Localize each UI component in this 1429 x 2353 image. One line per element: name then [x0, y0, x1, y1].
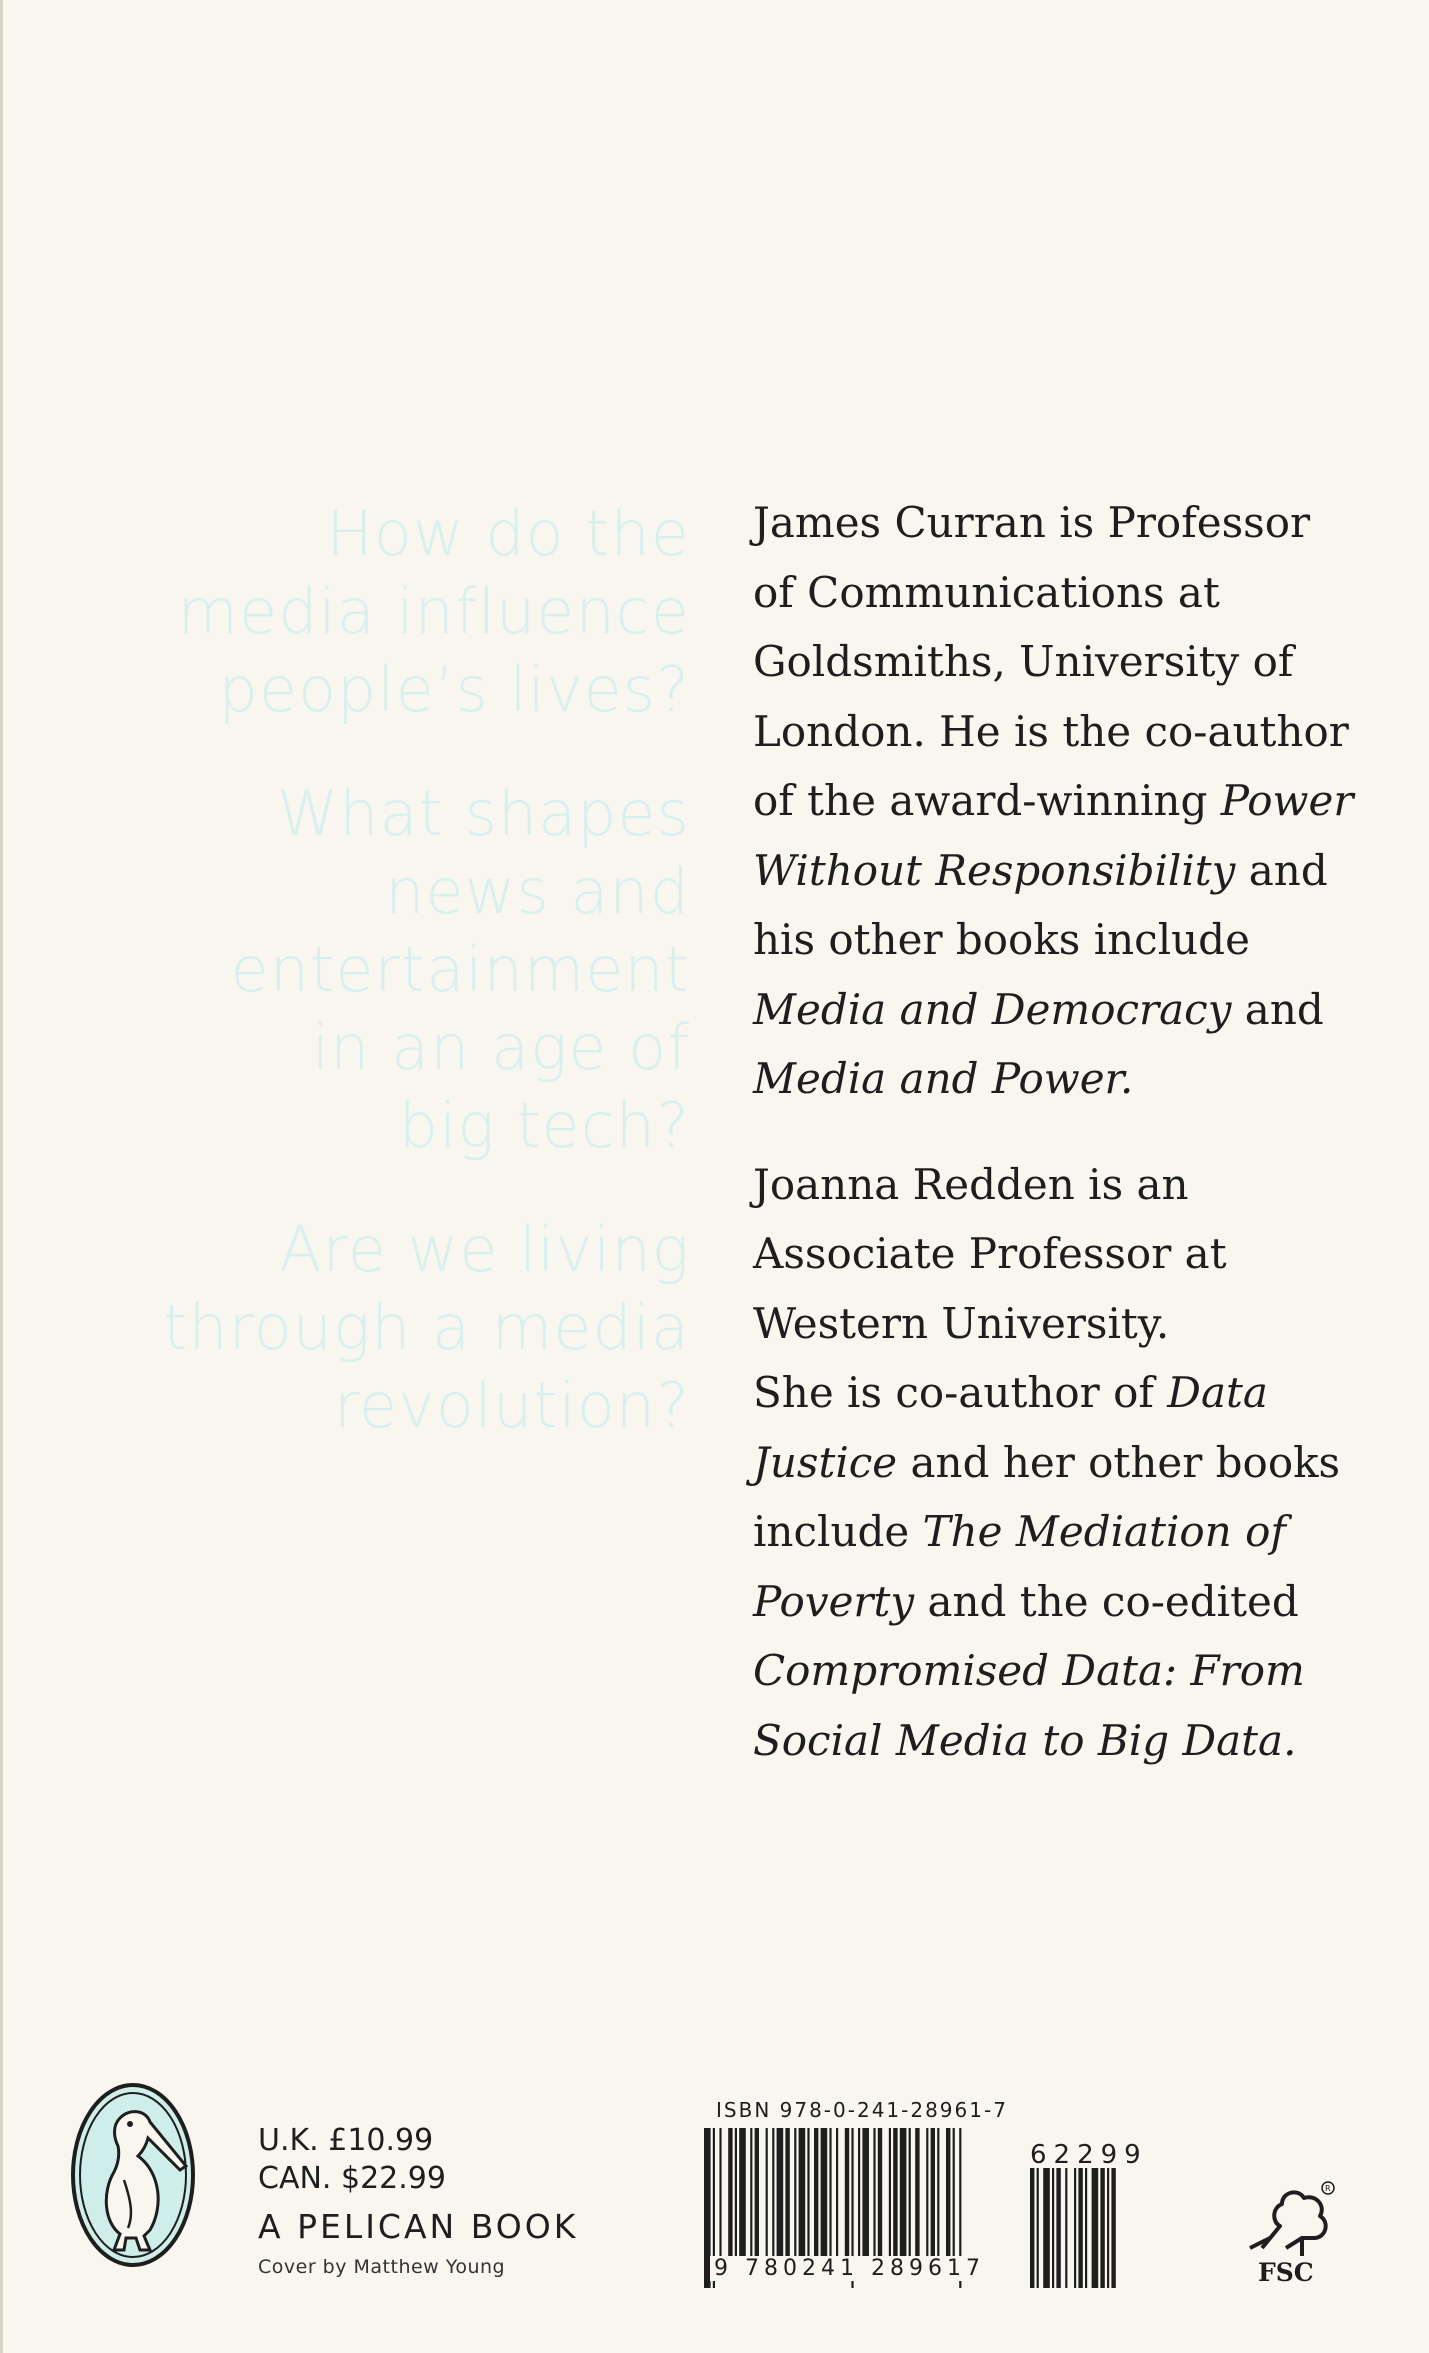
book-title: Media and Democracy [753, 984, 1232, 1034]
imprint-label: A PELICAN BOOK [258, 2207, 579, 2246]
bio-text: She is co-author of [753, 1368, 1168, 1417]
bio-text: of the award-winning [753, 776, 1221, 825]
pelican-logo-icon [68, 2080, 198, 2270]
bio-james-curran [753, 488, 1373, 1114]
fsc-label: FSC [1258, 2258, 1314, 2287]
author-bios [753, 488, 1373, 1811]
book-title: Poverty [753, 1576, 915, 1626]
cover-edge [0, 0, 3, 2353]
bio-line [753, 1428, 1373, 1498]
bio-line [753, 836, 1373, 906]
cover-questions [130, 495, 690, 1491]
book-title: Compromised Data: From [753, 1646, 1305, 1695]
bio-line [753, 1497, 1373, 1567]
question-line: big tech? [398, 1089, 690, 1162]
bio-line [753, 1706, 1373, 1776]
bio-line [753, 1636, 1373, 1706]
book-title: Social Media to Big Data. [753, 1715, 1297, 1765]
book-title: The Mediation of [922, 1507, 1286, 1556]
book-title: Power [1220, 776, 1354, 825]
question-line: revolution? [333, 1369, 690, 1442]
question-line: news and [385, 855, 690, 928]
bio-joanna-redden [753, 1150, 1373, 1776]
bio-line [753, 975, 1373, 1045]
question-line: What shapes [276, 777, 690, 850]
bio-line: Joanna Redden is an [753, 1159, 1189, 1209]
bio-text: and [1235, 845, 1328, 895]
question-line: Are we living [279, 1213, 690, 1286]
question-line: people’s lives? [218, 653, 690, 726]
bio-line [753, 766, 1373, 836]
book-title: Without Responsibility [753, 845, 1236, 895]
bio-text: include [753, 1507, 923, 1556]
question-2 [130, 775, 690, 1165]
bio-line [753, 1358, 1373, 1428]
bio-line: Goldsmiths, University of [753, 637, 1294, 686]
bio-line: James Curran is Professor [753, 498, 1311, 547]
bio-line: Western University. [753, 1298, 1170, 1348]
bio-line: of Communications at [753, 567, 1220, 617]
bio-line: his other books include [753, 915, 1250, 964]
question-line: How do the [326, 497, 690, 570]
book-title: Justice [753, 1437, 898, 1487]
isbn-label: ISBN 978-0-241-28961-7 [716, 2098, 1008, 2122]
barcode-digits: 9 780241 289617 [710, 2256, 989, 2281]
book-title: Media and Power. [753, 1054, 1134, 1103]
bio-text: and her other books [897, 1437, 1341, 1487]
question-line: media influence [177, 575, 690, 648]
question-line: through a media [163, 1291, 690, 1364]
bio-text: and [1231, 984, 1324, 1034]
bio-line: London. He is the co-author [753, 706, 1349, 756]
question-line: entertainment [230, 933, 690, 1006]
price-uk: U.K. £10.99 [258, 2123, 434, 2158]
question-3 [130, 1211, 690, 1445]
bio-text: and the co-edited [914, 1576, 1299, 1626]
svg-text:R: R [1325, 2184, 1331, 2193]
question-line: in an age of [311, 1011, 690, 1084]
bio-line [753, 1567, 1373, 1637]
price-code: 62299 [1030, 2140, 1148, 2170]
cover-credit: Cover by Matthew Young [258, 2256, 506, 2278]
bio-line [753, 1044, 1373, 1114]
price-can: CAN. $22.99 [258, 2161, 446, 2196]
bio-line: Associate Professor at [753, 1229, 1227, 1278]
question-1 [130, 495, 690, 729]
book-title: Data [1167, 1368, 1268, 1417]
price-block [258, 2122, 578, 2280]
